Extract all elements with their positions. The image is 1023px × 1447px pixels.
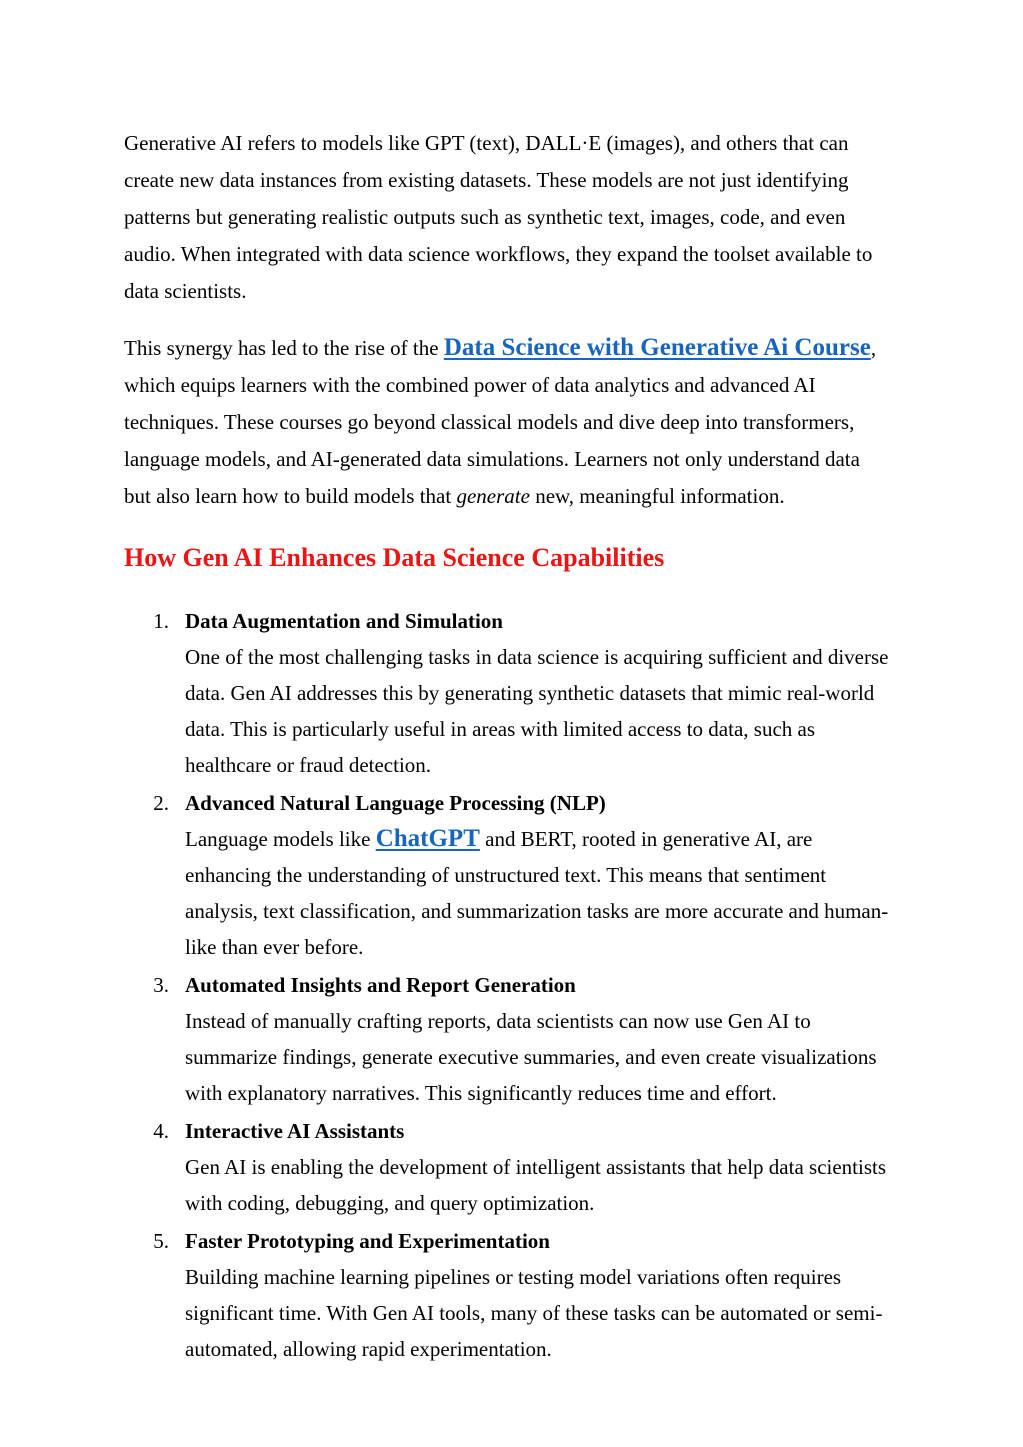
list-item-content	[185, 1223, 890, 1367]
item-2-body-start: Language models like	[185, 827, 376, 851]
course-link[interactable]: Data Science with Generative Ai Course	[443, 334, 871, 361]
list-item-number: 3.	[153, 973, 169, 997]
item-2-body-end: and BERT, rooted in generative AI, are enhancing the understanding of unstructured text. This means that sentiment analysis, text classification, and summarization tasks are more accurate and human-like than ever before.	[185, 827, 889, 959]
list-item	[124, 785, 890, 965]
list-item-content	[185, 603, 890, 783]
list-item-title: Interactive AI Assistants	[185, 1119, 405, 1143]
intro-paragraph	[124, 125, 890, 310]
list-item	[124, 967, 890, 1111]
list-item-title: Advanced Natural Language Processing (NLP)	[185, 791, 606, 815]
list-item-body	[185, 821, 890, 965]
list-item-title: Faster Prototyping and Experimentation	[185, 1229, 550, 1253]
list-item-content	[185, 785, 890, 965]
item-3-body-text: Instead of manually crafting reports, data scientists can now use Gen AI to summarize findings, generate executive summaries, and even create visualizations with explanatory narratives. This significantly reduces time and effort.	[185, 1009, 877, 1105]
list-item-body	[185, 1003, 890, 1111]
item-1-body-text: One of the most challenging tasks in data science is acquiring sufficient and diverse data. Gen AI addresses this by generating synthetic datasets that mimic real-world data. This is particularly useful in areas with limited access to data, such as healthcare or fraud detection.	[185, 645, 889, 777]
item-5-body-text: Building machine learning pipelines or testing model variations often requires significant time. With Gen AI tools, many of these tasks can be automated or semi-automated, allowing rapid experimentation.	[185, 1265, 883, 1361]
list-item	[124, 1223, 890, 1367]
list-item-number: 2.	[153, 791, 169, 815]
section-heading: How Gen AI Enhances Data Science Capabilities	[124, 543, 665, 572]
generate-emphasis: generate	[456, 484, 530, 508]
item-4-body-text: Gen AI is enabling the development of intelligent assistants that help data scientists with coding, debugging, and query optimization.	[185, 1155, 887, 1215]
synergy-text-start: This synergy has led to the rise of the	[124, 336, 444, 360]
synergy-paragraph	[124, 329, 890, 515]
synergy-text-end: new, meaningful information.	[529, 484, 785, 508]
list-item-number: 5.	[153, 1229, 169, 1253]
list-item-title: Automated Insights and Report Generation	[185, 973, 576, 997]
list-item-body	[185, 639, 890, 783]
list-item	[124, 1113, 890, 1221]
chatgpt-link[interactable]: ChatGPT	[375, 825, 480, 852]
list-item-number: 1.	[153, 609, 169, 633]
list-item	[124, 603, 890, 783]
list-item-content	[185, 1113, 890, 1221]
list-item-body	[185, 1259, 890, 1367]
list-item-content	[185, 967, 890, 1111]
list-item-number: 4.	[153, 1119, 169, 1143]
capabilities-list	[124, 603, 890, 1367]
intro-text: Generative AI refers to models like GPT (text), DALL·E (images), and others that can create new data instances from existing datasets. These models are not just identifying patterns but generating realistic outputs such as synthetic text, images, code, and even audio. When integrated with data science workflows, they expand the toolset available to data scientists.	[124, 131, 873, 303]
list-item-body	[185, 1149, 890, 1221]
synergy-text-middle: , which equips learners with the combined power of data analytics and advanced AI techniques. These courses go beyond classical models and dive deep into transformers, language models, and AI-generated data simulations. Learners not only understand data but also learn how to build models that	[124, 336, 877, 508]
list-item-title: Data Augmentation and Simulation	[185, 609, 503, 633]
